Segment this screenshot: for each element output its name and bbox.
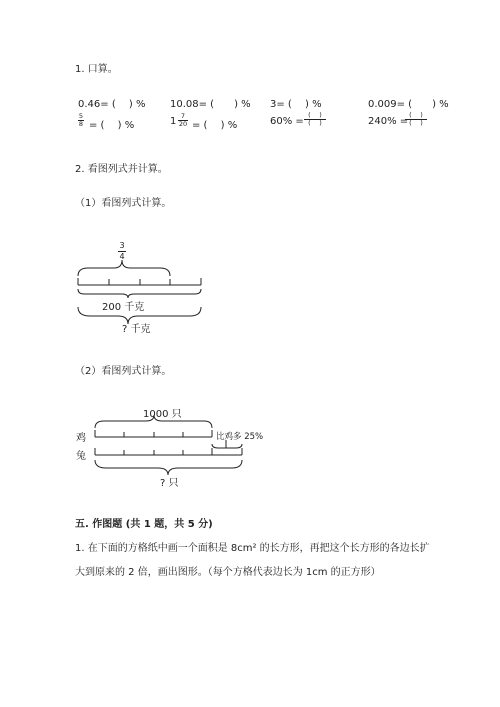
q1-title: 1. 口算。: [75, 64, 118, 75]
section5-line2: 大到原来的 2 倍，画出图形。（每个方格代表边长为 1cm 的正方形）: [75, 567, 381, 578]
fraction-denominator: ( ): [304, 119, 326, 127]
diagram2-label-more: 比鸡多 25%: [216, 432, 264, 442]
q2-sub2: （2）看图列式计算。: [75, 366, 172, 377]
fraction-denominator: ( ): [405, 119, 427, 127]
q1-item-1: 0.46= ( ) %: [78, 99, 146, 110]
fraction-numerator: ( ): [409, 111, 423, 119]
diagram1-label-question: ? 千克: [122, 324, 151, 335]
diagram2-label-rabbit: 兔: [76, 451, 86, 462]
section5-heading: 五. 作图题 (共 1 题，共 5 分): [75, 519, 213, 530]
q1-item-6-rest: = ( ) %: [192, 120, 238, 131]
fraction-numerator: 3: [119, 241, 125, 250]
q1-item-4: 0.009= ( ) %: [368, 99, 449, 110]
diagram2-label-chicken: 鸡: [76, 433, 86, 444]
q1-item-2: 10.08= ( ) %: [170, 99, 251, 110]
q1-mixed-whole: 1: [170, 116, 177, 127]
diagram2-label-question: ? 只: [160, 478, 179, 489]
q1-item-7-left: 60% =: [270, 116, 304, 127]
q1-item-8-left: 240% =: [368, 116, 409, 127]
extra-brace: [212, 444, 242, 448]
fraction-numerator: 5: [78, 112, 84, 120]
q1-item-3: 3= ( ) %: [270, 99, 322, 110]
diagram2-label-1000: 1000 只: [143, 409, 182, 420]
fraction-denominator: 20: [178, 120, 188, 128]
fraction-numerator: 7: [180, 112, 186, 120]
q2-sub1: （1）看图列式计算。: [75, 198, 172, 209]
q1-item-5-rest: = ( ) %: [89, 120, 135, 131]
section5-line1: 1. 在下面的方格纸中画一个面积是 8cm² 的长方形，再把这个长方形的各边长扩: [75, 543, 430, 554]
bottom-brace: [95, 460, 242, 475]
diagram1-label-200kg: 200 千克: [102, 302, 145, 313]
q2-title: 2. 看图列式并计算。: [75, 164, 168, 175]
fraction-denominator: 8: [78, 120, 84, 128]
fraction-numerator: ( ): [308, 111, 322, 119]
fraction-denominator: 4: [119, 252, 125, 261]
